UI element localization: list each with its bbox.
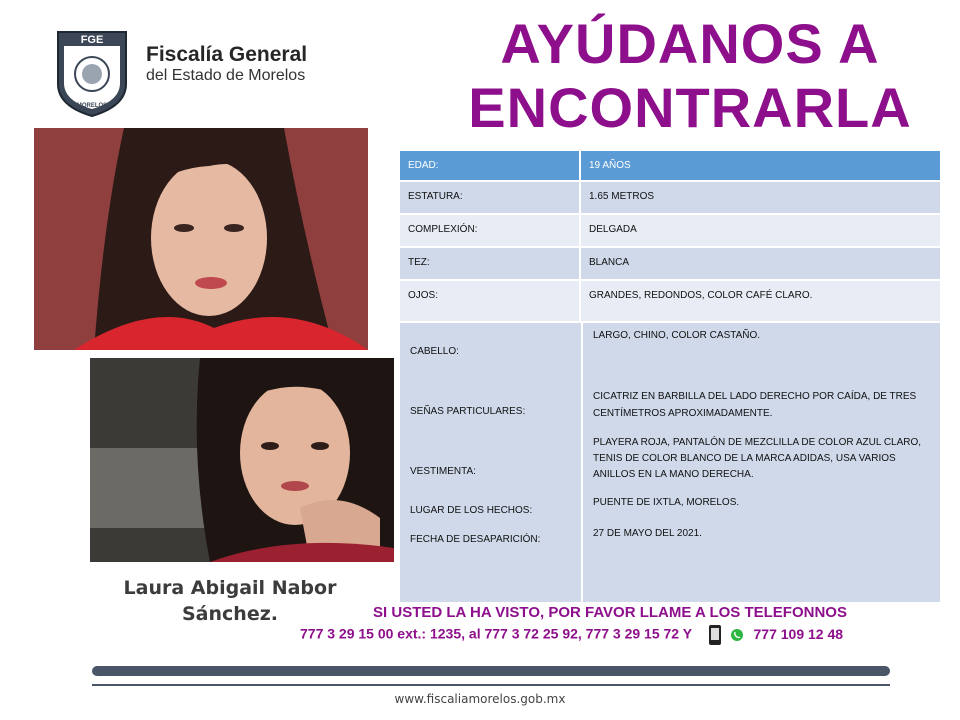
phone-numbers — [300, 624, 940, 646]
cabello-label: CABELLO: — [410, 346, 459, 357]
footer-divider — [92, 684, 890, 686]
headline-line2: ENCONTRARLA — [468, 76, 912, 139]
row-value: 1.65 METROS — [589, 191, 655, 202]
row-value: DELGADA — [589, 224, 637, 235]
senas-value-1: CICATRIZ EN BARBILLA DEL LADO DERECHO POR CAÍDA, DE TRES — [593, 391, 917, 402]
vestimenta-label: VESTIMENTA: — [410, 466, 476, 477]
vestimenta-value-3: ANILLOS EN LA MANO DERECHA. — [593, 469, 754, 480]
person-name-line1: Laura Abigail Nabor — [123, 577, 337, 599]
lugar-value: PUENTE DE IXTLA, MORELOS. — [593, 497, 740, 508]
org-subtitle: del Estado de Morelos — [146, 67, 306, 84]
table-row — [400, 182, 940, 215]
row-label: EDAD: — [400, 151, 581, 180]
phone-icon — [708, 624, 722, 646]
fecha-label: FECHA DE DESAPARICIÓN: — [410, 534, 541, 545]
missing-person-photo-1 — [34, 128, 368, 350]
row-label: TEZ: — [400, 248, 581, 279]
senas-value-2: CENTÍMETROS APROXIMADAMENTE. — [593, 408, 773, 419]
headline-line1: AYÚDANOS A — [500, 12, 880, 75]
whatsapp-icon — [730, 628, 744, 642]
org-block — [146, 44, 307, 86]
phone-list: 777 3 29 15 00 ext.: 1235, al 777 3 72 25 92, 777 3 29 15 72 Y — [300, 625, 692, 642]
table-row — [400, 151, 940, 182]
row-value: 19 AÑOS — [589, 160, 631, 171]
headline — [440, 12, 940, 140]
footer-bar — [92, 666, 890, 676]
info-table — [400, 151, 940, 604]
lugar-label: LUGAR DE LOS HECHOS: — [410, 505, 533, 516]
logo-badge-bottom: MORELOS — [76, 103, 108, 109]
table-row — [400, 281, 940, 323]
details-row — [400, 323, 940, 604]
senas-label: SEÑAS PARTICULARES: — [410, 406, 526, 417]
website-link[interactable]: www.fiscaliamorelos.gob.mx — [394, 692, 566, 706]
vestimenta-value-2: TENIS DE COLOR BLANCO DE LA MARCA ADIDAS, USA VARIOS — [593, 453, 896, 464]
row-value: BLANCA — [589, 257, 630, 268]
cabello-value: LARGO, CHINO, COLOR CASTAÑO. — [593, 330, 761, 341]
call-to-action: SI USTED LA HA VISTO, POR FAVOR LLAME A LOS TELEFONNOS — [373, 604, 847, 621]
whatsapp-number: 777 109 12 48 — [753, 625, 844, 642]
row-label: OJOS: — [400, 281, 581, 321]
row-value: GRANDES, REDONDOS, COLOR CAFÉ CLARO. — [589, 290, 813, 301]
fecha-value: 27 DE MAYO DEL 2021. — [593, 528, 702, 539]
vestimenta-value-1: PLAYERA ROJA, PANTALÓN DE MEZCLILLA DE COLOR AZUL CLARO, — [593, 437, 922, 448]
logo-badge-text: FGE — [80, 34, 104, 46]
table-row — [400, 248, 940, 281]
row-label: ESTATURA: — [400, 182, 581, 213]
org-name: Fiscalía General — [146, 43, 308, 66]
table-row — [400, 215, 940, 248]
person-name-line2: Sánchez. — [182, 603, 278, 625]
row-label: COMPLEXIÓN: — [400, 215, 581, 246]
missing-person-photo-2 — [90, 358, 394, 562]
fge-logo — [54, 26, 130, 118]
